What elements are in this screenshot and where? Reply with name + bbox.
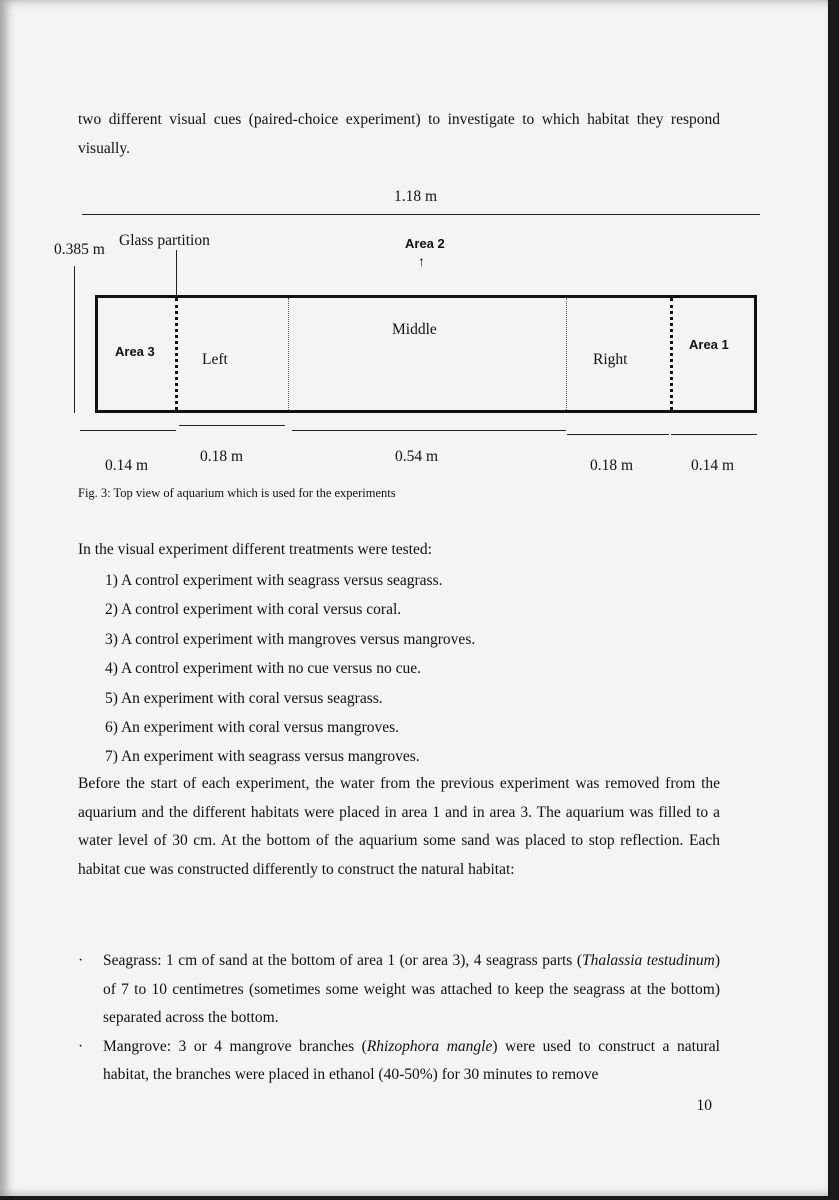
- mangrove-text-start: Mangrove: 3 or 4 mangrove branches (: [103, 1037, 367, 1055]
- segment-width-area-1: 0.14 m: [691, 457, 735, 474]
- page-number: 10: [696, 1097, 712, 1114]
- item-number: 4): [105, 660, 118, 678]
- treatment-list: [105, 566, 475, 772]
- bullet-icon: ·: [78, 952, 84, 969]
- procedure-paragraph: [78, 770, 720, 884]
- glass-partition-pointer: [176, 250, 177, 296]
- seagrass-text-start: Seagrass: 1 cm of sand at the bottom of area 1 (or area 3), 4 seagrass parts (: [103, 952, 582, 969]
- glass-partition-left: [175, 298, 178, 410]
- item-text: A control experiment with mangroves versus mangroves.: [120, 630, 476, 648]
- zone-right-label: Right: [593, 351, 628, 368]
- figure-caption: Fig. 3: Top view of aquarium which is used for the experiments: [78, 486, 396, 500]
- height-label: 0.385 m: [54, 241, 105, 258]
- item-number: 3): [105, 630, 118, 648]
- zone-divider-left: [288, 298, 289, 410]
- mangrove-species: Rhizophora mangle: [366, 1037, 493, 1055]
- area-3-label: Area 3: [115, 344, 155, 359]
- zone-divider-right: [566, 298, 567, 410]
- item-number: 5): [105, 689, 118, 707]
- segment-line-area-3: [80, 430, 176, 431]
- segment-width-middle: 0.54 m: [395, 448, 439, 465]
- total-width-label: 1.18 m: [394, 188, 438, 205]
- list-item: [105, 654, 475, 683]
- intro-text: two different visual cues (paired-choice experiment) to investigate to which habitat they respond visually.: [78, 111, 720, 157]
- item-number: 2): [105, 601, 118, 619]
- glass-partition-label: Glass partition: [119, 232, 210, 249]
- bullet-icon: ·: [78, 1037, 84, 1055]
- habitat-list: [78, 947, 720, 1090]
- segment-width-right: 0.18 m: [590, 457, 634, 474]
- item-number: 1): [105, 572, 118, 589]
- item-number: 6): [105, 719, 118, 737]
- list-item: [105, 595, 475, 624]
- segment-line-area-1: [671, 434, 757, 435]
- visual-intro-text: In the visual experiment different treatments were tested:: [78, 541, 432, 558]
- seagrass-species: Thalassia testudinum: [582, 952, 715, 969]
- list-item: [105, 566, 475, 595]
- seagrass-text-end: ) of 7 to 10 centimetres (sometimes some weight was attached to keep the seagrass at the bottom) separated across the bottom.: [103, 952, 720, 1026]
- intro-paragraph: [78, 106, 720, 163]
- procedure-text: Before the start of each experiment, the water from the previous experiment was removed from the aquarium and the different habitats were placed in area 1 and in area 3. The aquarium was filled to a water level of 30 cm. At the bottom of the aquarium some sand was placed to stop reflection. Each habitat cue was constructed differently to construct the natural habitat:: [78, 775, 720, 878]
- up-arrow-icon: ↑: [418, 255, 425, 270]
- total-width-line: [82, 214, 760, 215]
- segment-width-left: 0.18 m: [200, 448, 244, 465]
- list-item: [105, 684, 475, 713]
- area-2-label: Area 2: [405, 236, 445, 251]
- segment-width-area-3: 0.14 m: [105, 457, 149, 474]
- item-text: An experiment with coral versus seagrass.: [120, 689, 383, 707]
- visual-intro-paragraph: [78, 536, 720, 565]
- item-text: An experiment with seagrass versus mangroves.: [120, 748, 420, 766]
- segment-line-left: [179, 425, 285, 426]
- segment-line-middle: [292, 430, 566, 431]
- height-line: [74, 266, 75, 413]
- aquarium-diagram: [0, 180, 839, 480]
- list-item: [105, 742, 475, 771]
- item-text: An experiment with coral versus mangroves.: [120, 719, 400, 737]
- item-text: A control experiment with coral versus coral.: [120, 601, 402, 619]
- area-1-label: Area 1: [689, 337, 729, 352]
- list-item: [105, 713, 475, 742]
- aquarium-tank: [95, 295, 757, 413]
- mangrove-text-end: ) were used to construct a natural habitat, the branches were placed in ethanol (40-50%) for 30 minutes to remove: [103, 1037, 720, 1083]
- zone-middle-label: Middle: [392, 321, 437, 338]
- zone-left-label: Left: [202, 351, 228, 368]
- habitat-item-seagrass: [78, 947, 720, 1033]
- item-text: A control experiment with seagrass versus seagrass.: [120, 572, 443, 589]
- item-number: 7): [105, 748, 118, 766]
- list-item: [105, 625, 475, 654]
- habitat-item-mangrove: [78, 1033, 720, 1090]
- segment-line-right: [567, 434, 669, 435]
- item-text: A control experiment with no cue versus no cue.: [120, 660, 421, 678]
- glass-partition-right: [670, 298, 673, 410]
